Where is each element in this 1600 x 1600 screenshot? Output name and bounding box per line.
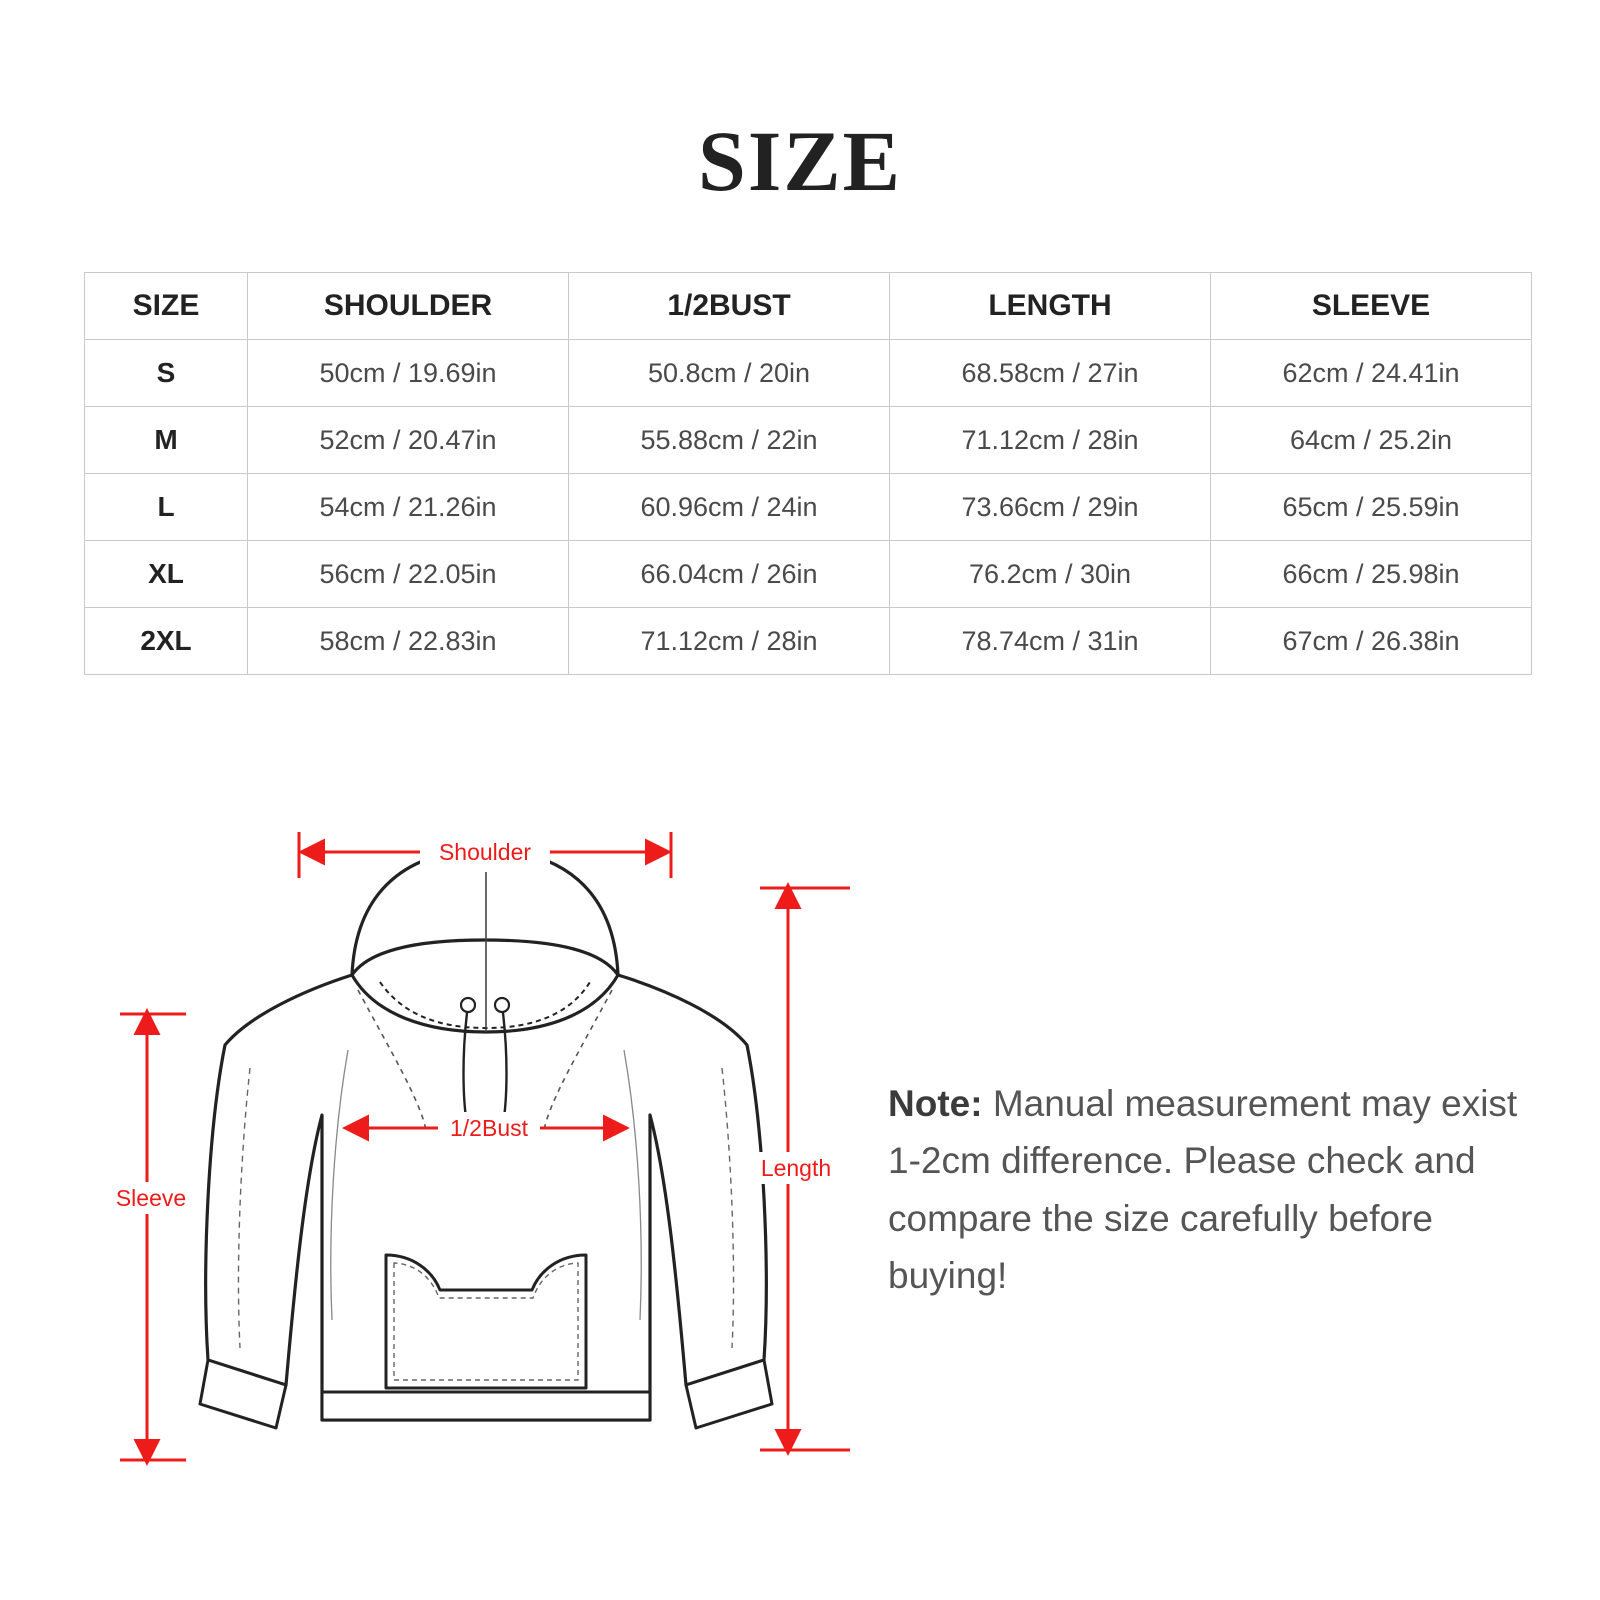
cell-size: M bbox=[85, 407, 248, 474]
cell-length: 76.2cm / 30in bbox=[890, 541, 1211, 608]
cell-sleeve: 65cm / 25.59in bbox=[1211, 474, 1532, 541]
cell-length: 73.66cm / 29in bbox=[890, 474, 1211, 541]
cell-shoulder: 56cm / 22.05in bbox=[248, 541, 569, 608]
cell-bust: 60.96cm / 24in bbox=[569, 474, 890, 541]
column-header-size: SIZE bbox=[85, 273, 248, 340]
cell-size: L bbox=[85, 474, 248, 541]
cell-bust: 55.88cm / 22in bbox=[569, 407, 890, 474]
note-prefix: Note: bbox=[888, 1083, 983, 1124]
table-row bbox=[85, 474, 1532, 541]
table-row bbox=[85, 608, 1532, 675]
table-row bbox=[85, 340, 1532, 407]
cell-length: 71.12cm / 28in bbox=[890, 407, 1211, 474]
cell-sleeve: 66cm / 25.98in bbox=[1211, 541, 1532, 608]
table-row bbox=[85, 541, 1532, 608]
label-half-bust: 1/2Bust bbox=[450, 1115, 528, 1141]
measure-sleeve bbox=[120, 1014, 186, 1460]
column-header-shoulder: SHOULDER bbox=[248, 273, 569, 340]
column-header-bust: 1/2BUST bbox=[569, 273, 890, 340]
column-header-length: LENGTH bbox=[890, 273, 1211, 340]
cell-shoulder: 54cm / 21.26in bbox=[248, 474, 569, 541]
cell-bust: 50.8cm / 20in bbox=[569, 340, 890, 407]
size-chart-table bbox=[84, 272, 1532, 675]
measurement-diagram bbox=[90, 800, 890, 1500]
cell-bust: 66.04cm / 26in bbox=[569, 541, 890, 608]
cell-shoulder: 52cm / 20.47in bbox=[248, 407, 569, 474]
note-text bbox=[888, 1075, 1548, 1304]
page-title: SIZE bbox=[697, 113, 903, 209]
cell-shoulder: 58cm / 22.83in bbox=[248, 608, 569, 675]
cell-length: 68.58cm / 27in bbox=[890, 340, 1211, 407]
cell-size: 2XL bbox=[85, 608, 248, 675]
cell-shoulder: 50cm / 19.69in bbox=[248, 340, 569, 407]
table-header-row bbox=[85, 273, 1532, 340]
cell-size: S bbox=[85, 340, 248, 407]
cell-size: XL bbox=[85, 541, 248, 608]
column-header-sleeve: SLEEVE bbox=[1211, 273, 1532, 340]
cell-length: 78.74cm / 31in bbox=[890, 608, 1211, 675]
cell-sleeve: 62cm / 24.41in bbox=[1211, 340, 1532, 407]
table-row bbox=[85, 407, 1532, 474]
label-shoulder: Shoulder bbox=[438, 839, 532, 865]
note-body: Manual measurement may exist 1-2cm difference. Please check and compare the size carefully before buying! bbox=[888, 1083, 1518, 1297]
cell-sleeve: 64cm / 25.2in bbox=[1211, 407, 1532, 474]
cell-bust: 71.12cm / 28in bbox=[569, 608, 890, 675]
label-sleeve: Sleeve bbox=[115, 1185, 187, 1211]
label-length: Length bbox=[760, 1155, 832, 1181]
cell-sleeve: 67cm / 26.38in bbox=[1211, 608, 1532, 675]
